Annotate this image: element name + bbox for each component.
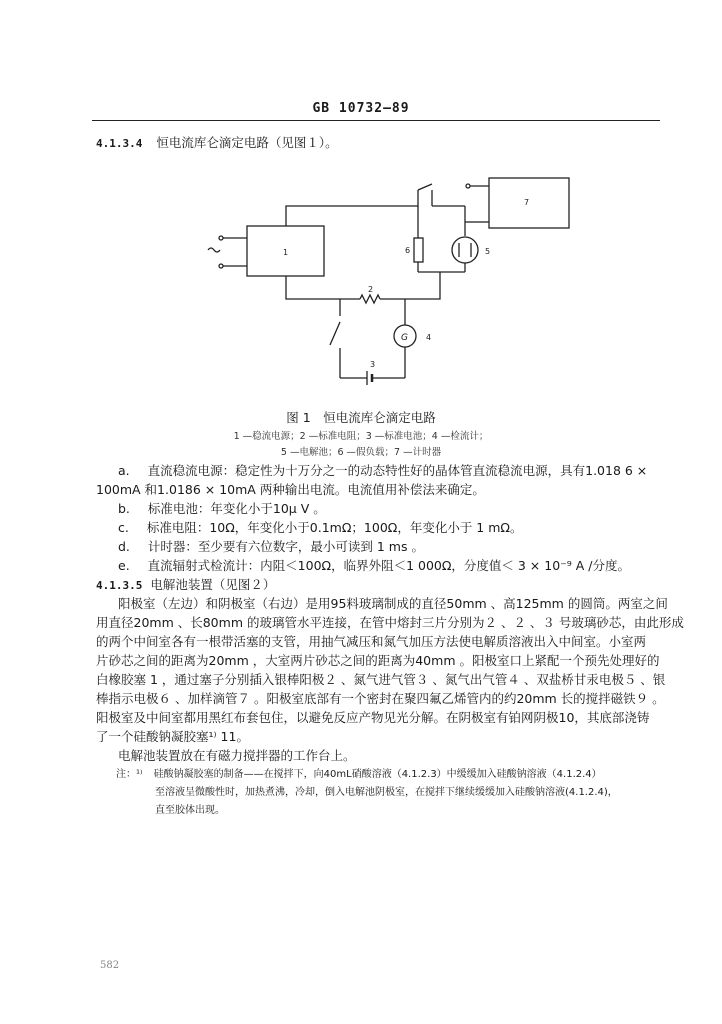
item-b-text: 标准电池：年变化小于10μ V 。 xyxy=(147,501,326,516)
timer-box xyxy=(489,178,569,228)
item-b-marker: b. xyxy=(118,501,130,516)
para-line-5: 白橡胶塞 1 ，通过塞子分别插入银棒阳极２ 、氮气进气管３ 、氮气出气管４ 、双盐桥甘汞电极５ 、银 xyxy=(96,672,666,687)
para-line-8: 了一个硅酸钠凝胶塞¹⁾ 11。 xyxy=(96,729,249,744)
footnote-line-2: 至溶液呈微酸性时，加热煮沸，冷却，倒入电解池阴极室，在搅拌下继续缓缓加入硅酸钠溶液(4.1.2.4)， xyxy=(155,787,618,798)
item-d-marker: d. xyxy=(118,539,130,554)
power-supply-box xyxy=(247,226,324,276)
footnote-text-1: 硅酸钠凝胶塞的制备——在搅拌下，向40mL硝酸溶液（4.1.2.3）中缓缓加入硅酸钠溶液（4.1.2.4） xyxy=(153,769,602,780)
section-4134-heading xyxy=(96,133,338,153)
label-2: 2 xyxy=(368,285,374,294)
section-4134-number: 4.1.3.4 xyxy=(96,137,143,150)
item-c-text: 标准电阻：10Ω，年变化小于0.1mΩ；100Ω，年变化小于 1 mΩ。 xyxy=(146,520,523,535)
para-line-4: 片砂芯之间的距离为20mm ，大室两片砂芯之间的距离为40mm 。阳极室口上紧配一个预先处理好的 xyxy=(96,653,660,668)
label-g: G xyxy=(401,333,408,343)
footnote-line-3: 直至胶体出现。 xyxy=(155,805,225,816)
item-d xyxy=(118,537,424,556)
item-a-marker: a. xyxy=(118,463,130,478)
figure-1-legend-line-2: 5 —电解池；6 —假负载；7 —计时器 xyxy=(280,447,442,458)
label-3: 3 xyxy=(370,360,376,369)
item-c xyxy=(118,518,522,537)
section-4135-number: 4.1.3.5 xyxy=(96,579,143,592)
para-line-1: 阳极室（左边）和阴极室（右边）是用95料玻璃制成的直径50mm 、高125mm 的圆筒。两室之间 xyxy=(118,596,668,611)
item-a xyxy=(118,461,647,480)
item-e-marker: e. xyxy=(118,558,130,573)
electrolysis-cell xyxy=(452,237,478,263)
dummy-load xyxy=(414,238,423,262)
label-4: 4 xyxy=(426,333,432,342)
header-rule xyxy=(92,120,660,121)
galvanometer xyxy=(394,325,416,347)
item-c-marker: c. xyxy=(118,520,129,535)
label-6: 6 xyxy=(405,246,411,255)
section-4135-heading xyxy=(96,575,275,595)
footnote-marker: 注：¹⁾ xyxy=(116,769,143,780)
footnote-line-1 xyxy=(116,766,602,783)
document-header: GB 10732—89 xyxy=(312,101,410,116)
item-a-line-1: 直流稳流电源：稳定性为十万分之一的动态特性好的晶体管直流稳流电源，具有1.018 6 × xyxy=(147,463,648,478)
item-e xyxy=(118,556,630,575)
section-4134-title: 恒电流库仑滴定电路（见图１）。 xyxy=(156,135,338,150)
label-5: 5 xyxy=(485,247,491,256)
item-a-line-2: 100mA 和1.0186 × 10mA 两种输出电流。电流值用补偿法来确定。 xyxy=(96,482,485,497)
page-number: 582 xyxy=(100,960,120,971)
para-line-6: 棒指示电极６ 、加样滴管７ 。阳极室底部有一个密封在聚四氟乙烯管内的约20mm 长的搅拌磁铁９ 。 xyxy=(96,691,665,706)
item-e-text: 直流辐射式检流计：内阻＜100Ω，临界外阻＜1 000Ω，分度值＜ 3 × 10⁻⁹ A /分度。 xyxy=(147,558,630,573)
item-b xyxy=(118,499,326,518)
para-line-7: 阳极室及中间室都用黑红布套包住，以避免反应产物见光分解。在阴极室有铂网阴极10，其底部浇铸 xyxy=(96,710,650,725)
para-line-2: 用直径20mm 、长80mm 的玻璃管水平连接，在管中熔封三片分别为２ 、２ 、３ 号玻璃砂芯，由此形成 xyxy=(96,615,684,630)
figure-1-legend-line-1: 1 —稳流电源；2 —标准电阻；3 —标准电池；4 —检流计； xyxy=(233,431,489,442)
figure-1-caption: 图 1 恒电流库仑滴定电路 xyxy=(286,410,436,425)
section-4135-title: 电解池装置（见图２） xyxy=(150,577,276,592)
item-d-text: 计时器：至少要有六位数字，最小可读到 1 ms 。 xyxy=(147,539,424,554)
para-line-3: 的两个中间室各有一根带活塞的支管，用抽气减压和氮气加压方法使电解质溶液出入中间室。小室两 xyxy=(96,634,647,649)
label-1: 1 xyxy=(283,248,289,257)
label-7: 7 xyxy=(524,198,530,207)
para-2: 电解池装置放在有磁力搅拌器的工作台上。 xyxy=(118,748,356,763)
